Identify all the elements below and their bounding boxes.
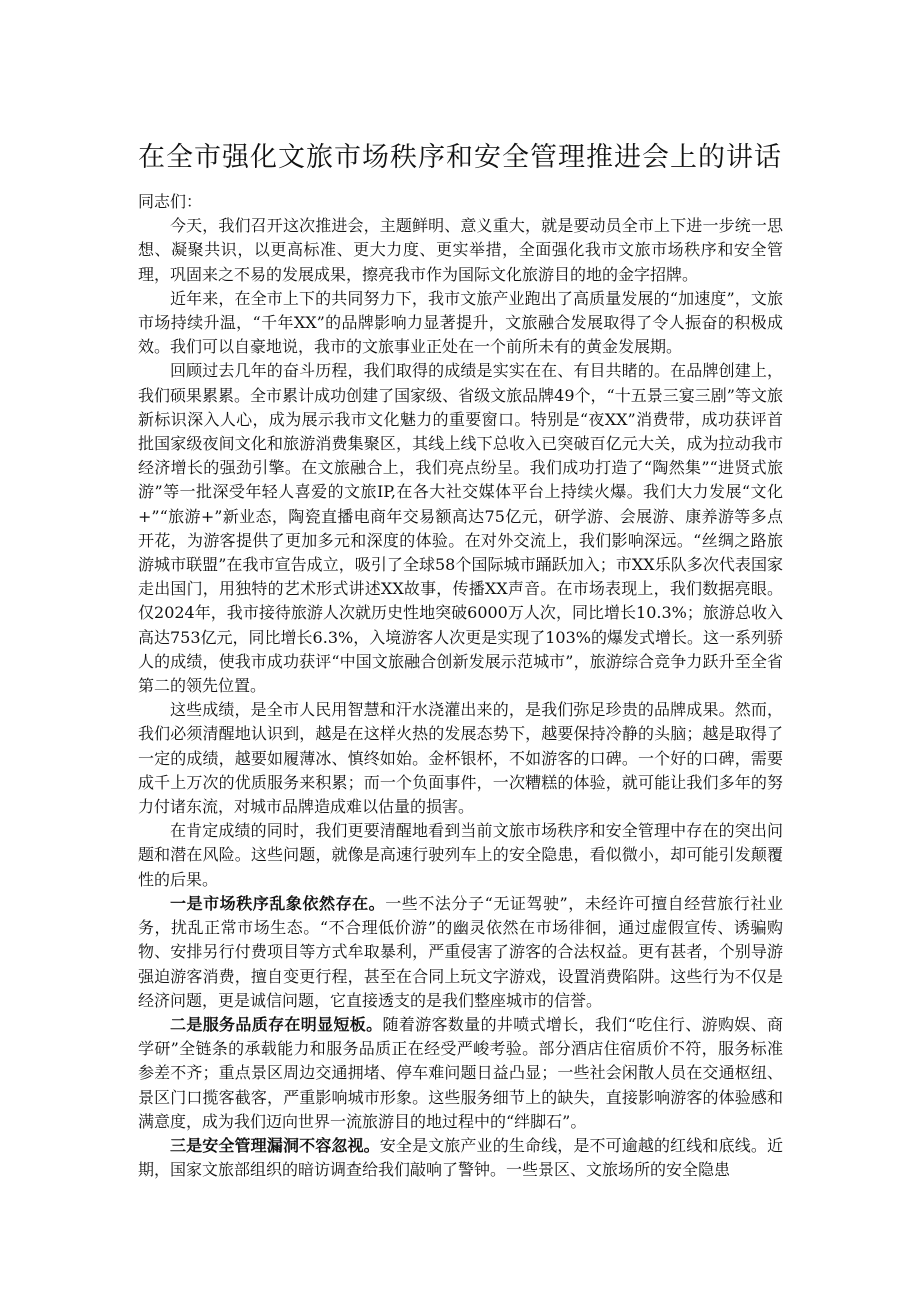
paragraph-lead: 二是服务品质存在明显短板。	[170, 1014, 383, 1034]
paragraph-text: 回顾过去几年的奋斗历程，我们取得的成绩是实实在在、有目共睹的。在品牌创建上，我们硕果累累。全市累计成功创建了国家级、省级文旅品牌49个，“十五景三宴三剧”等文旅新标识深入人心，成为展示我市文化魅力的重要窗口。特别是“夜XX”消费带，成功获评首批国家级夜间文化和旅游消费集聚区，其线上线下总收入已突破百亿元大关，成为拉动我市经济增长的强劲引擎。在文旅融合上，我们亮点纷呈。我们成功打造了“陶然集”“进贤式旅游”等一批深受年轻人喜爱的文旅IP,在各大社交媒体平台上持续火爆。我们大力发展“文化+”“旅游+”新业态，陶瓷直播电商年交易额高达75亿元，研学游、会展游、康养游等多点开花，为游客提供了更加多元和深度的体验。在对外交流上，我们影响深远。“丝绸之路旅游城市联盟”在我市宣告成立，吸引了全球58个国际城市踊跃加入；市XX乐队多次代表国家走出国门，用独特的艺术形式讲述XX故事，传播XX声音。在市场表现上，我们数据亮眼。仅2024年，我市接待旅游人次就历史性地突破6000万人次，同比增长10.3%；旅游总收入高达753亿元，同比增长6.3%，入境游客人次更是实现了103%的爆发式增长。这一系列骄人的成绩，使我市成功获评“中国文旅融合创新发展示范城市”，旅游综合竞争力跃升至全省第二的领先位置。	[138, 361, 783, 696]
paragraph-text: 安全是文旅产业的生命线，是不可逾越的红线和底线。近期，国家文旅部组织的暗访调查给我们敲响了警钟。一些景区、文旅场所的安全隐患	[138, 1135, 783, 1180]
paragraph-text: 随着游客数量的井喷式增长，我们“吃住行、游购娱、商学研”全链条的承载能力和服务品质正在经受严峻考验。部分酒店住宿质价不符，服务标准参差不齐；重点景区周边交通拥堵、停车难问题日益凸显；一些社会闲散人员在交通枢纽、景区门口揽客截客，严重影响城市形象。这些服务细节上的缺失，直接影响游客的体验感和满意度，成为我们迈向世界一流旅游目的地过程中的“绊脚石”。	[138, 1014, 783, 1131]
paragraph-lead: 三是安全管理漏洞不容忽视。	[170, 1135, 380, 1155]
paragraph	[138, 892, 783, 1013]
salutation: 同志们：	[138, 192, 203, 211]
paragraph	[138, 698, 783, 819]
document-title: 在全市强化文旅市场秩序和安全管理推进会上的讲话	[138, 142, 782, 173]
paragraph	[138, 214, 783, 287]
paragraph-text: 今天，我们召开这次推进会，主题鲜明、意义重大，就是要动员全市上下进一步统一思想、凝聚共识，以更高标准、更大力度、更实举措，全面强化我市文旅市场秩序和安全管理，巩固来之不易的发展成果，擦亮我市作为国际文化旅游目的地的金字招牌。	[138, 216, 783, 284]
paragraph	[138, 1013, 783, 1134]
document-body	[138, 190, 783, 1182]
paragraph-text: 一些不法分子“无证驾驶”，未经许可擅自经营旅行社业务，扰乱正常市场生态。“不合理低价游”的幽灵依然在市场徘徊，通过虚假宣传、诱骗购物、安排另行付费项目等方式牟取暴利，严重侵害了游客的合法权益。更有甚者，个别导游强迫游客消费，擅自变更行程，甚至在合同上玩文字游戏，设置消费陷阱。这些行为不仅是经济问题，更是诚信问题，它直接透支的是我们整座城市的信誉。	[138, 893, 783, 1010]
paragraph-text: 在肯定成绩的同时，我们更要清醒地看到当前文旅市场秩序和安全管理中存在的突出问题和潜在风险。这些问题，就像是高速行驶列车上的安全隐患，看似微小，却可能引发颠覆性的后果。	[138, 821, 783, 889]
paragraph-lead: 一是市场秩序乱象依然存在。	[170, 893, 386, 913]
paragraph	[138, 287, 783, 360]
paragraph-text: 这些成绩，是全市人民用智慧和汗水浇灌出来的，是我们弥足珍贵的品牌成果。然而，我们必须清醒地认识到，越是在这样火热的发展态势下，越要保持冷静的头脑；越是取得了一定的成绩，越要如履薄冰、慎终如始。金杯银杯，不如游客的口碑。一个好的口碑，需要成千上万次的优质服务来积累；而一个负面事件，一次糟糕的体验，就可能让我们多年的努力付诸东流，对城市品牌造成难以估量的损害。	[138, 700, 783, 817]
paragraph	[138, 819, 783, 892]
paragraph	[138, 1134, 783, 1182]
paragraph	[138, 359, 783, 698]
paragraph-text: 近年来，在全市上下的共同努力下，我市文旅产业跑出了高质量发展的“加速度”，文旅市场持续升温，“千年XX”的品牌影响力显著提升，文旅融合发展取得了令人振奋的积极成效。我们可以自豪地说，我市的文旅事业正处在一个前所未有的黄金发展期。	[138, 288, 783, 357]
